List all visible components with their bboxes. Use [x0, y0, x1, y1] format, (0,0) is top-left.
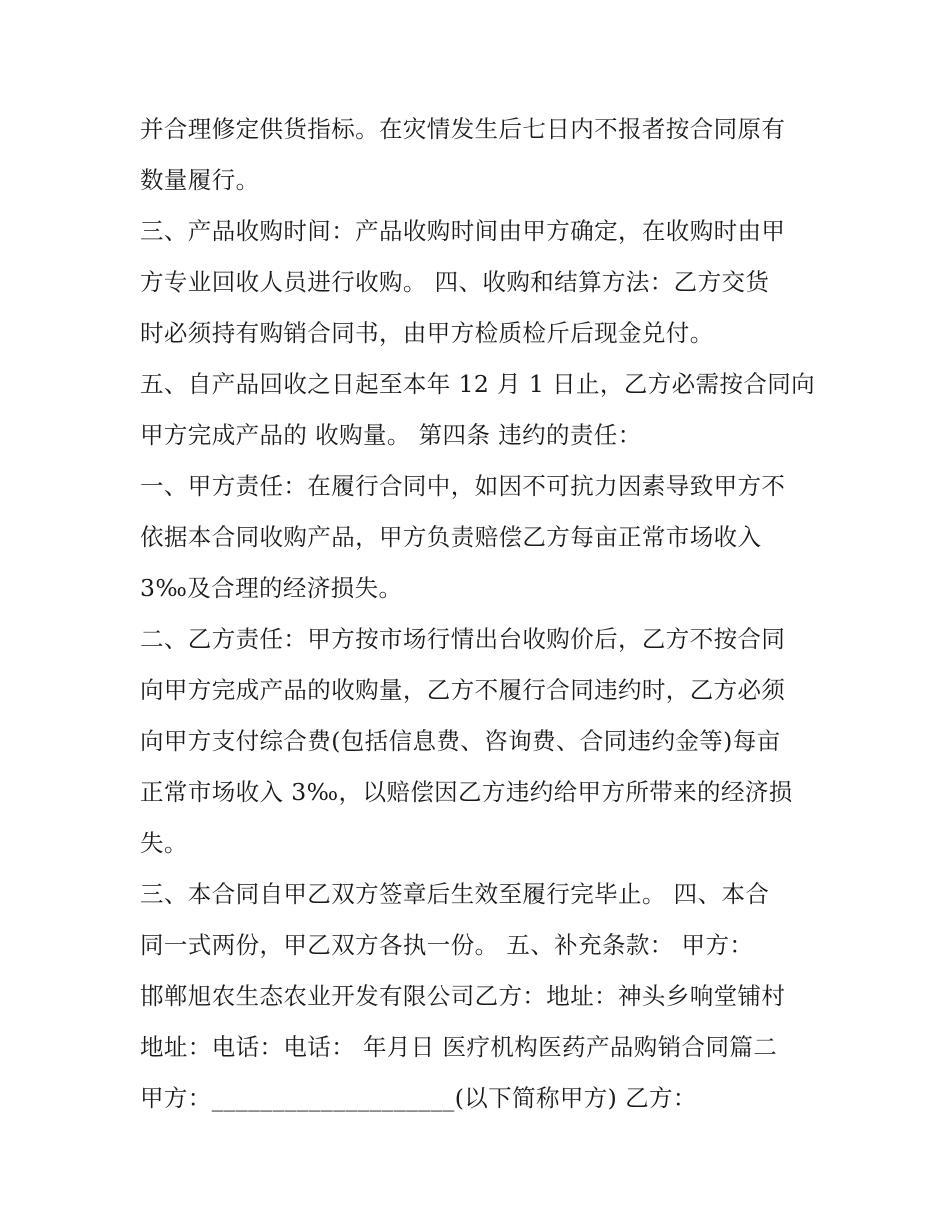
text-line: 邯郸旭农生态农业开发有限公司乙方：地址：神头乡响堂铺村: [140, 982, 786, 1010]
text-line: 地址：电话：电话： 年月日 医疗机构医药产品购销合同篇二: [140, 1033, 778, 1061]
text-line: 三、产品收购时间：产品收购时间由甲方确定，在收购时由甲: [140, 217, 786, 245]
text-line: 向甲方支付综合费(包括信息费、咨询费、合同违约金等)每亩: [140, 727, 781, 755]
text-line: 一、甲方责任：在履行合同中，如因不可抗力因素导致甲方不: [140, 472, 786, 500]
text-line: 失。: [140, 829, 188, 857]
text-line: 正常市场收入 3‰，以赔偿因乙方违约给甲方所带来的经济损: [140, 778, 793, 806]
text-line: 依据本合同收购产品，甲方负责赔偿乙方每亩正常市场收入: [140, 523, 762, 551]
text-line: 二、乙方责任：甲方按市场行情出台收购价后，乙方不按合同: [140, 625, 786, 653]
text-line: 并合理修定供货指标。在灾情发生后七日内不报者按合同原有: [140, 115, 786, 143]
text-line: 向甲方完成产品的收购量，乙方不履行合同违约时，乙方必须: [140, 676, 786, 704]
text-line: 三、本合同自甲乙双方签章后生效至履行完毕止。 四、本合: [140, 880, 770, 908]
text-line: 时必须持有购销合同书，由甲方检质检斤后现金兑付。: [140, 319, 714, 347]
contract-body-text: [140, 104, 820, 1124]
text-line: 方专业回收人员进行收购。 四、收购和结算方法：乙方交货: [140, 268, 770, 296]
text-line: 3‰及合理的经济损失。: [140, 574, 403, 602]
text-line: 同一式两份，甲乙双方各执一份。 五、补充条款： 甲方：: [140, 931, 754, 959]
text-line: 甲方：____________________(以下简称甲方) 乙方：: [140, 1084, 697, 1112]
text-line: 数量履行。: [140, 166, 260, 194]
text-line: 甲方完成产品的 收购量。 第四条 违约的责任：: [140, 421, 642, 449]
text-line: 五、自产品回收之日起至本年 12 月 1 日止，乙方必需按合同向: [140, 370, 816, 398]
